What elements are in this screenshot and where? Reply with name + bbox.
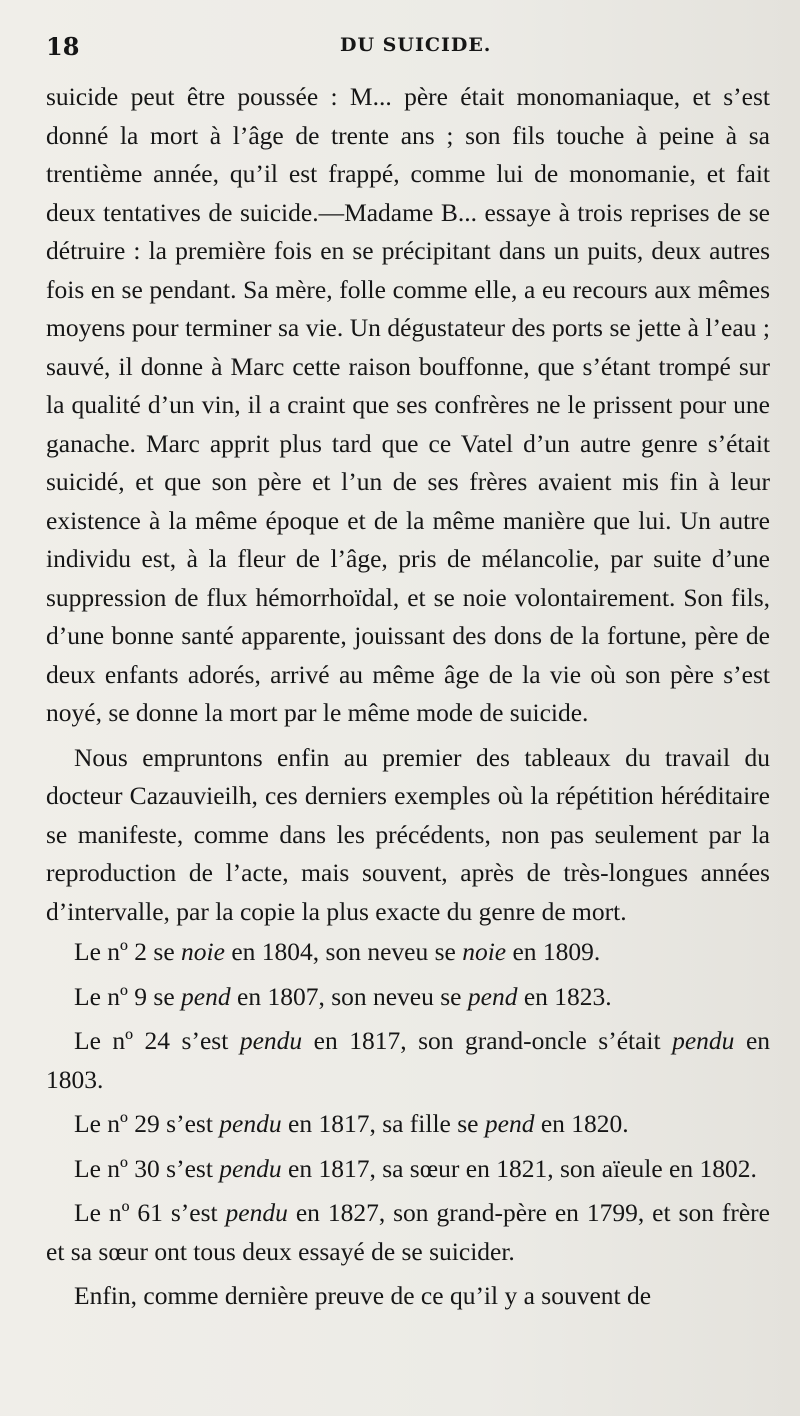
case-entry-24: Le nº 24 s’est pendu en 1817, son grand-oncle s’était pendu en 1803. bbox=[46, 1026, 771, 1094]
running-title: DU SUICIDE. bbox=[340, 34, 492, 56]
page-number: 18 bbox=[46, 32, 80, 61]
body-text bbox=[46, 78, 770, 1316]
page-header bbox=[46, 32, 754, 72]
case-entry-29: Le nº 29 s’est pendu en 1817, sa fille se pend en 1820. bbox=[74, 1109, 629, 1138]
paragraph-continued: suicide peut être poussée : M... père était monomaniaque, et s’est donné la mort à l’âge de trente ans ; son fils touche à peine à sa trentième année, qu’il est frappé, comme lui de monomanie, et fait deux tentatives de suicide.—Madame B... essaye à trois reprises de se détruire : la première fois en se précipitant dans un puits, deux autres fois en se pendant. Sa mère, folle comme elle, a eu recours aux mêmes moyens pour terminer sa vie. Un dégustateur des ports se jette à l’eau ; sauvé, il donne à Marc cette raison bouffonne, que s’étant trompé sur la qualité d’un vin, il a craint que ses confrères ne le prissent pour une ganache. Marc apprit plus tard que ce Vatel d’un autre genre s’était suicidé, et que son père et l’un de ses frères avaient mis fin à leur existence à la même époque et de la même manière que lui. Un autre individu est, à la fleur de l’âge, pris de mélancolie, par suite d’une suppression de flux hémorrhoïdal, et se noie volontairement. Son fils, d’une bonne santé apparente, jouissant des dons de la fortune, père de deux enfants adorés, arrivé au même âge de la vie où son père s’est noyé, se donne la mort par le même mode de suicide. bbox=[46, 82, 770, 727]
paragraph-final: Enfin, comme dernière preuve de ce qu’il y a souvent de bbox=[74, 1281, 652, 1310]
case-entry-61: Le nº 61 s’est pendu en 1827, son grand-père en 1799, et son frère et sa sœur ont tous deux essayé de se suicider. bbox=[46, 1198, 770, 1266]
case-entry-30: Le nº 30 s’est pendu en 1817, sa sœur en 1821, son aïeule en 1802. bbox=[74, 1153, 757, 1183]
paragraph-cazauvieilh: Nous empruntons enfin au premier des tableaux du travail du docteur Cazauvieilh, ces derniers exemples où la répétition héréditaire se manifeste, comme dans les précédents, non pas seulement par la reproduction de l’acte, mais souvent, après de très-longues années d’intervalle, par la copie la plus exacte du genre de mort. bbox=[46, 742, 770, 926]
case-entry-2: Le nº 2 se noie en 1804, son neveu se noie en 1809. bbox=[74, 937, 601, 966]
case-entry-9: Le nº 9 se pend en 1807, son neveu se pend en 1823. bbox=[74, 981, 612, 1011]
